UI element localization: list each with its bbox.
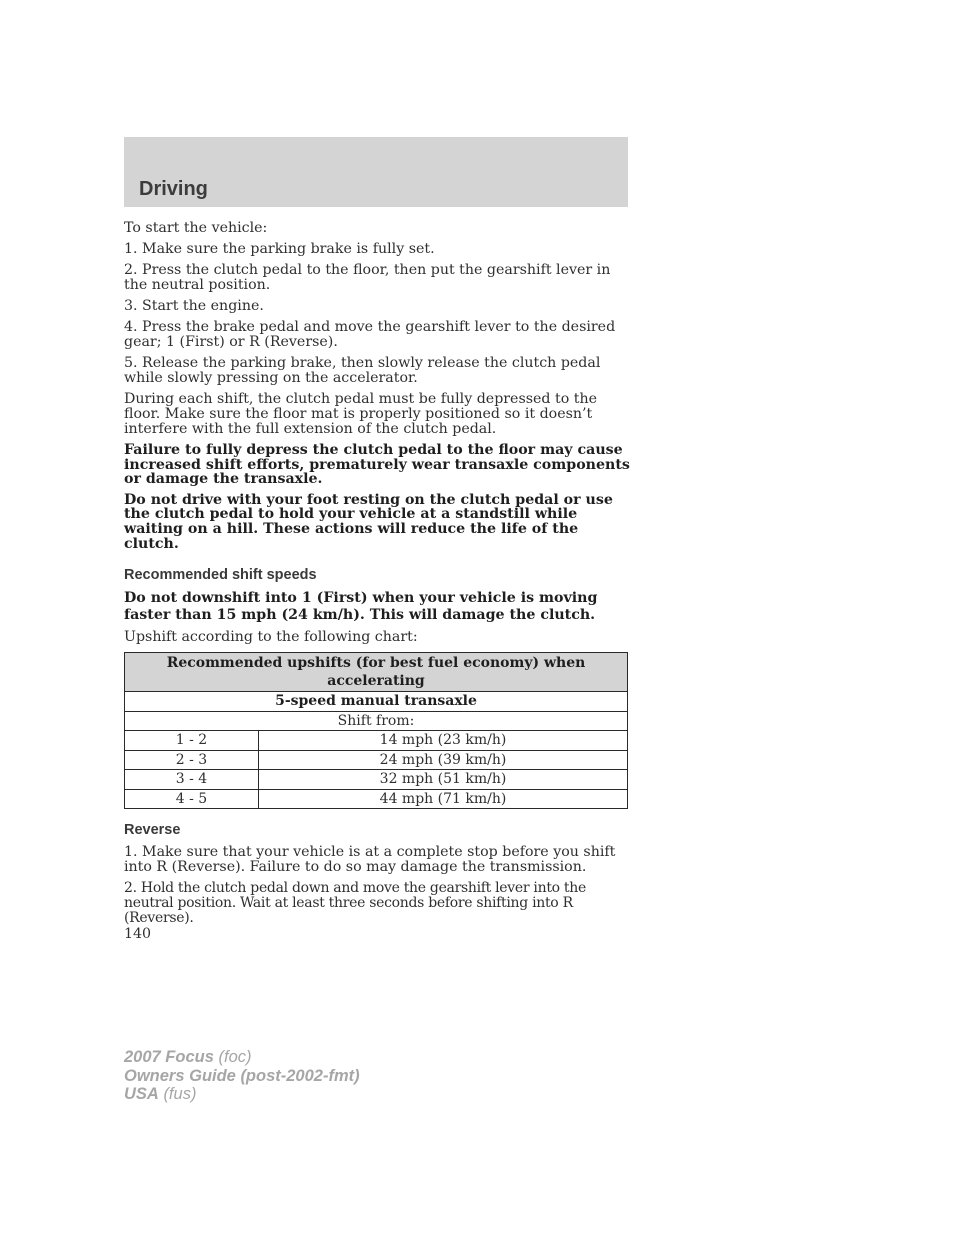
clutch-warning-2: Do not drive with your foot resting on the clutch pedal or use the clutch pedal to hold your vehicle at a standstill while waiting on a hill. These actions will reduce the life of the clutch. [124, 491, 613, 552]
reverse-step-1: 1. Make sure that your vehicle is at a complete stop before you shift into R (Reverse). Failure to do so may damage the transmission. [124, 844, 616, 876]
table-title: Recommended upshifts (for best fuel economy) when accelerating [125, 653, 628, 692]
upshift-table [124, 652, 628, 809]
shift-speeds-heading: Recommended shift speeds [124, 567, 317, 584]
guide-name: Owners Guide (post-2002-fmt) [124, 1066, 360, 1085]
speed-cell: 32 mph (51 km/h) [259, 770, 628, 790]
speed-cell: 44 mph (71 km/h) [259, 789, 628, 809]
start-step-5: 5. Release the parking brake, then slowly release the clutch pedal while slowly pressing on the accelerator. [124, 355, 601, 386]
table-row [125, 789, 628, 809]
page-number: 140 [124, 926, 152, 942]
footer-line-market [124, 1085, 360, 1104]
table-subtitle: 5-speed manual transaxle [125, 692, 628, 712]
gear-range-cell: 3 - 4 [125, 770, 259, 790]
reverse-step-2: 2. Hold the clutch pedal down and move the gearshift lever into the neutral position. Wait at least three seconds before shifting into R (Reverse). [124, 880, 586, 927]
table-row [125, 770, 628, 790]
model-name: 2007 Focus [124, 1048, 214, 1066]
gear-range-cell: 4 - 5 [125, 789, 259, 809]
gear-range-cell: 2 - 3 [125, 750, 259, 770]
upshift-intro: Upshift according to the following chart: [124, 629, 418, 646]
shift-note: During each shift, the clutch pedal must be fully depressed to the floor. Make sure the floor mat is properly positioned so it doesn’t interfere with the full extension of the clutch pedal. [124, 391, 597, 437]
page-content [124, 221, 630, 932]
table-row [125, 750, 628, 770]
model-code: (foc) [218, 1048, 252, 1066]
speed-cell: 24 mph (39 km/h) [259, 750, 628, 770]
start-step-2: 2. Press the clutch pedal to the floor, then put the gearshift lever in the neutral position. [124, 262, 611, 293]
table-row [125, 731, 628, 751]
gear-range-cell: 1 - 2 [125, 731, 259, 751]
document-footer [124, 1048, 360, 1104]
footer-line-model [124, 1048, 360, 1067]
downshift-warning: Do not downshift into 1 (First) when your vehicle is moving faster than 15 mph (24 km/h). This will damage the clutch. [124, 590, 598, 624]
start-step-4: 4. Press the brake pedal and move the gearshift lever to the desired gear; 1 (First) or R (Reverse). [124, 319, 616, 350]
start-step-1: 1. Make sure the parking brake is fully set. [124, 241, 435, 257]
section-header [124, 137, 628, 207]
speed-cell: 14 mph (23 km/h) [259, 731, 628, 751]
start-step-3: 3. Start the engine. [124, 298, 264, 314]
shift-from-label: Shift from: [125, 711, 628, 731]
market-name: USA [124, 1085, 159, 1103]
market-code: (fus) [163, 1085, 197, 1103]
clutch-warning-1: Failure to fully depress the clutch pedal to the floor may cause increased shift efforts, prematurely wear transaxle components or damage the transaxle. [124, 442, 630, 488]
section-title: Driving [139, 178, 208, 200]
footer-line-guide [124, 1067, 360, 1086]
reverse-heading: Reverse [124, 822, 181, 839]
intro-line: To start the vehicle: [124, 220, 268, 236]
